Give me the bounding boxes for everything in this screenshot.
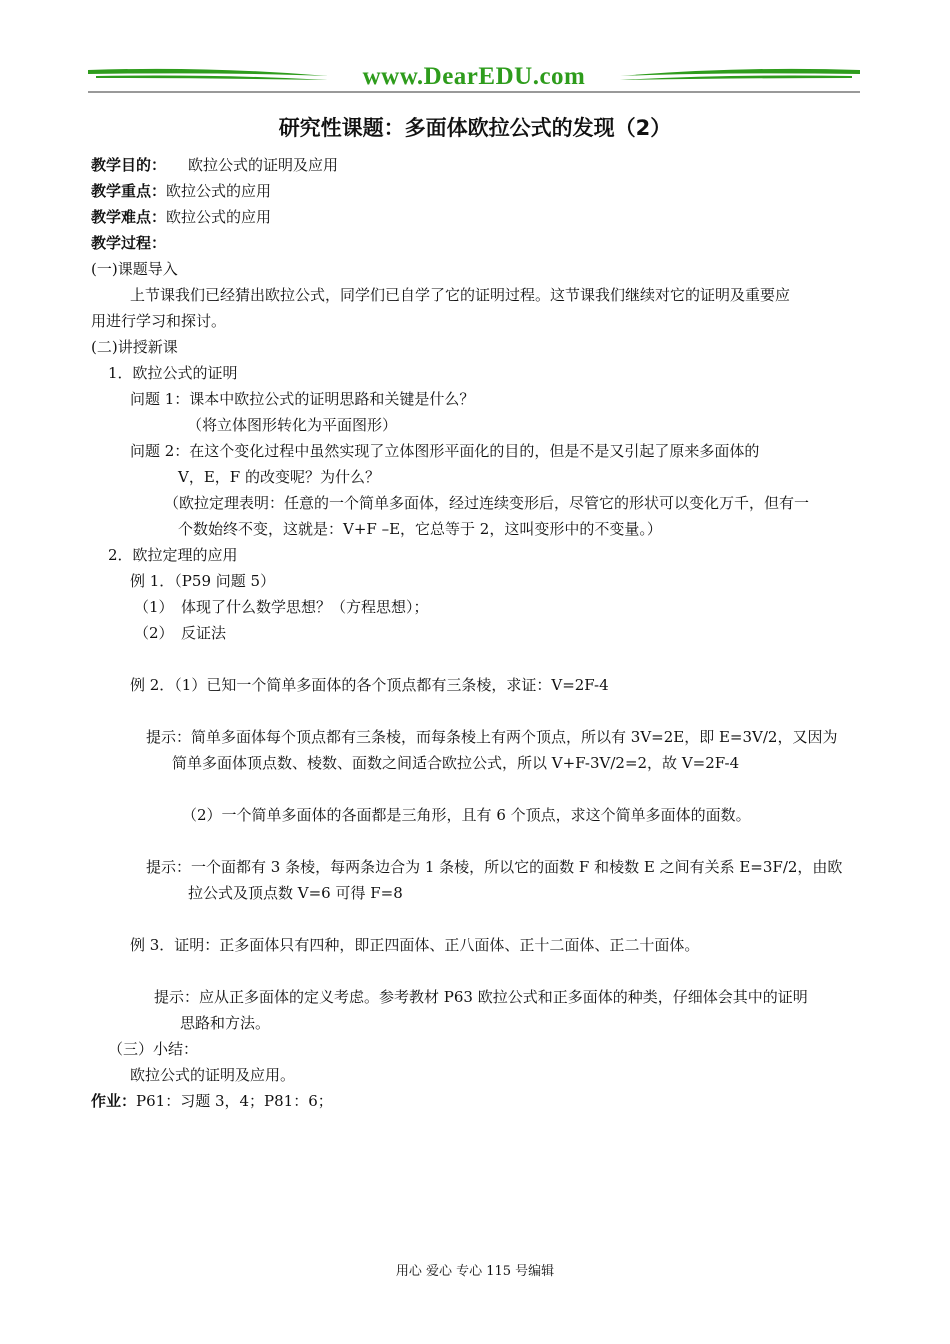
hint-3-line-2: 思路和方法。 bbox=[180, 1014, 271, 1032]
intro-line-1: 上节课我们已经猜出欧拉公式，同学们已自学了它的证明过程。这节课我们继续对它的证明及重要应 bbox=[130, 286, 791, 304]
hint-2-line-1: 提示：一个面都有 3 条棱，每两条边合为 1 条棱，所以它的面数 F 和棱数 E 之间有关系 E=3F/2，由欧 bbox=[146, 858, 843, 876]
item-2: 2．欧拉定理的应用 bbox=[108, 546, 238, 564]
summary-text: 欧拉公式的证明及应用。 bbox=[130, 1066, 296, 1084]
section-3-heading: （三）小结： bbox=[108, 1040, 199, 1058]
page-title: 研究性课题：多面体欧拉公式的发现（2） bbox=[278, 116, 672, 140]
note-line-2: 个数始终不变，这就是：V+F –E，它总等于 2，这叫变形中的不变量。） bbox=[178, 520, 662, 538]
difficulty-label: 教学难点： bbox=[91, 208, 167, 226]
homework-value: P61：习题 3，4；P81：6； bbox=[136, 1092, 333, 1110]
example-1: 例 1．（P59 问题 5） bbox=[130, 572, 276, 590]
homework-label: 作业： bbox=[91, 1092, 137, 1110]
key-row bbox=[91, 181, 271, 201]
example-3: 例 3．证明：正多面体只有四种，即正四面体、正八面体、正十二面体、正二十面体。 bbox=[130, 936, 700, 954]
note-line-1: （欧拉定理表明：任意的一个简单多面体，经过连续变形后，尽管它的形状可以变化万千，但有一 bbox=[164, 494, 810, 512]
hint-2-line-2: 拉公式及顶点数 V=6 可得 F=8 bbox=[188, 884, 403, 902]
section-2-heading: (二)讲授新课 bbox=[91, 338, 178, 356]
homework-row bbox=[91, 1091, 333, 1111]
site-name: www.DearEDU.com bbox=[362, 63, 586, 90]
page-footer: 用心 爱心 专心 115 号编辑 bbox=[395, 1264, 555, 1279]
hint-1-line-1: 提示：简单多面体每个顶点都有三条棱，而每条棱上有两个顶点，所以有 3V=2E，即 E=3V/2，又因为 bbox=[146, 728, 838, 746]
section-1-heading: (一)课题导入 bbox=[91, 260, 178, 278]
hint-3-line-1: 提示：应从正多面体的定义考虑。参考教材 P63 欧拉公式和正多面体的种类，仔细体会其中的证明 bbox=[154, 988, 808, 1006]
difficulty-row bbox=[91, 207, 271, 227]
question-1: 问题 1：课本中欧拉公式的证明思路和关键是什么？ bbox=[130, 390, 475, 408]
example-1-part-1: （1） 体现了什么数学思想？（方程思想）； bbox=[134, 598, 429, 616]
question-2-line-1: 问题 2：在这个变化过程中虽然实现了立体图形平面化的目的，但是不是又引起了原来多面体的 bbox=[130, 442, 760, 460]
item-1: 1．欧拉公式的证明 bbox=[108, 364, 238, 382]
question-2-line-2: V，E，F 的改变呢？为什么？ bbox=[178, 468, 380, 486]
site-banner bbox=[88, 62, 860, 96]
key-value: 欧拉公式的应用 bbox=[166, 182, 272, 200]
difficulty-value: 欧拉公式的应用 bbox=[166, 208, 272, 226]
aim-row bbox=[91, 155, 338, 175]
example-1-part-2: （2） 反证法 bbox=[134, 624, 227, 642]
process-label: 教学过程： bbox=[91, 234, 167, 252]
example-2: 例 2．（1）已知一个简单多面体的各个顶点都有三条棱，求证：V=2F-4 bbox=[130, 676, 609, 694]
answer-1: （将立体图形转化为平面图形） bbox=[187, 416, 398, 434]
hint-1-line-2: 简单多面体顶点数、棱数、面数之间适合欧拉公式，所以 V+F-3V/2=2，故 V=2F-4 bbox=[172, 754, 740, 772]
intro-line-2: 用进行学习和探讨。 bbox=[91, 312, 227, 330]
key-label: 教学重点： bbox=[91, 182, 167, 200]
aim-value: 欧拉公式的证明及应用 bbox=[188, 156, 339, 174]
aim-label: 教学目的： bbox=[91, 156, 167, 174]
example-2-part-2: （2）一个简单多面体的各面都是三角形，且有 6 个顶点，求这个简单多面体的面数。 bbox=[182, 806, 751, 824]
